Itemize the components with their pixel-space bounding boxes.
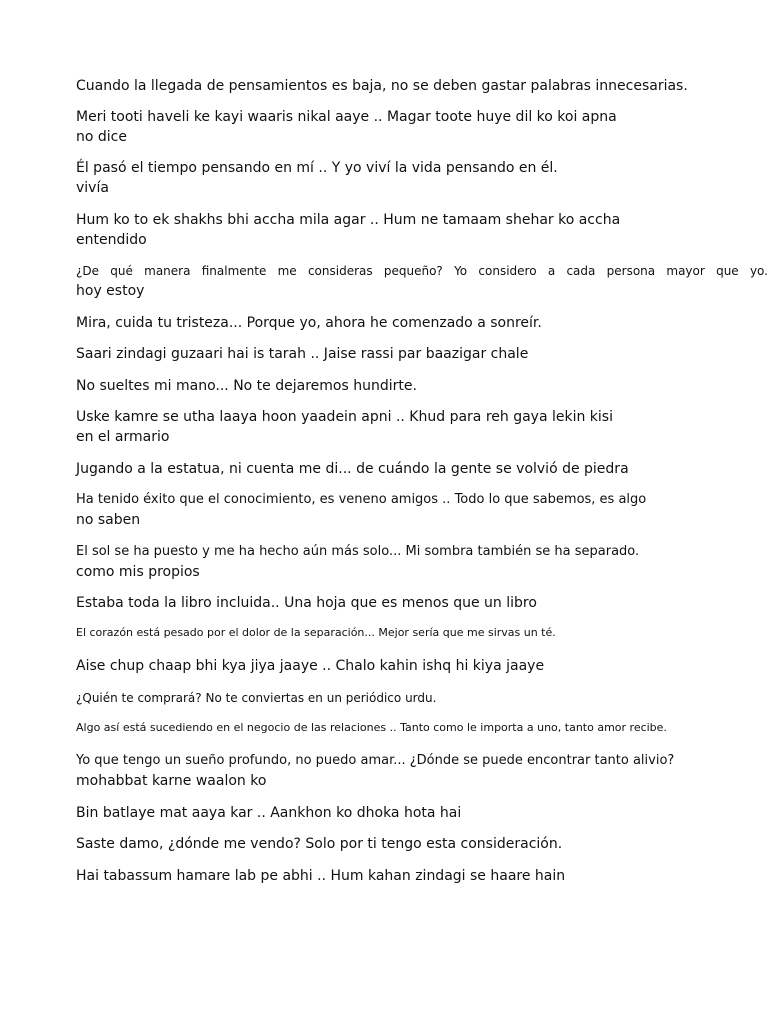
paragraph-14: [76, 623, 556, 643]
paragraph-3: [76, 158, 558, 198]
paragraph-line: en el armario: [76, 429, 170, 445]
paragraph-line: Estaba toda la libro incluida.. Una hoja que es menos que un libro: [76, 595, 537, 611]
paragraph-line: Uske kamre se utha laaya hoon yaadein apni .. Khud para reh gaya lekin kisi: [76, 409, 613, 425]
paragraph-line: El corazón está pesado por el dolor de la separación... Mejor sería que me sirvas un té.: [76, 626, 556, 639]
paragraph-7: [76, 344, 528, 364]
paragraph-17: [76, 718, 667, 738]
paragraph-line: Bin batlaye mat aaya kar .. Aankhon ko dhoka hota hai: [76, 805, 462, 821]
paragraph-line: como mis propios: [76, 564, 200, 580]
paragraph-11: [76, 490, 646, 530]
paragraph-16: [76, 688, 436, 708]
paragraph-line: Aise chup chaap bhi kya jiya jaaye .. Chalo kahin ishq hi kiya jaaye: [76, 658, 545, 674]
paragraph-15: [76, 656, 544, 676]
paragraph-line: hoy estoy: [76, 283, 145, 299]
paragraph-line: Yo que tengo un sueño profundo, no puedo amar... ¿Dónde se puede encontrar tanto alivio?: [76, 753, 675, 768]
paragraph-line: No sueltes mi mano... No te dejaremos hundirte.: [76, 378, 417, 394]
paragraph-line: Saste damo, ¿dónde me vendo? Solo por ti tengo esta consideración.: [76, 836, 563, 852]
paragraph-line: Jugando a la estatua, ni cuenta me di... de cuándo la gente se volvió de piedra: [76, 461, 629, 477]
paragraph-2: [76, 107, 617, 147]
paragraph-line: Ha tenido éxito que el conocimiento, es veneno amigos .. Todo lo que sabemos, es algo: [76, 492, 647, 507]
paragraph-1: [76, 76, 688, 96]
paragraph-4: [76, 210, 620, 250]
paragraph-line: El sol se ha puesto y me ha hecho aún más solo... Mi sombra también se ha separado.: [76, 544, 640, 559]
paragraph-5: [76, 261, 768, 301]
paragraph-line: Hai tabassum hamare lab pe abhi .. Hum kahan zindagi se haare hain: [76, 868, 566, 884]
paragraph-9: [76, 407, 613, 447]
paragraph-8: [76, 376, 417, 396]
paragraph-13: [76, 593, 537, 613]
paragraph-line: Él pasó el tiempo pensando en mí .. Y yo viví la vida pensando en él.: [76, 160, 558, 176]
paragraph-21: [76, 866, 565, 886]
paragraph-line: Hum ko to ek shakhs bhi accha mila agar .. Hum ne tamaam shehar ko accha: [76, 212, 621, 228]
paragraph-line: Algo así está sucediendo en el negocio de las relaciones .. Tanto como le importa a uno, tanto amor recibe.: [76, 721, 667, 734]
paragraph-line: entendido: [76, 232, 147, 248]
paragraph-line: Saari zindagi guzaari hai is tarah .. Jaise rassi par baazigar chale: [76, 346, 529, 362]
paragraph-line: no dice: [76, 129, 127, 145]
paragraph-12: [76, 542, 639, 582]
paragraph-line: ¿Quién te comprará? No te conviertas en un periódico urdu.: [76, 691, 437, 705]
paragraph-line: mohabbat karne waalon ko: [76, 773, 267, 789]
paragraph-line: Mira, cuida tu tristeza... Porque yo, ahora he comenzado a sonreír.: [76, 315, 542, 331]
paragraph-line: Cuando la llegada de pensamientos es baja, no se deben gastar palabras innecesarias.: [76, 78, 688, 94]
paragraph-18: [76, 751, 674, 791]
paragraph-line: no saben: [76, 512, 141, 528]
paragraph-line: Meri tooti haveli ke kayi waaris nikal aaye .. Magar toote huye dil ko koi apna: [76, 109, 617, 125]
paragraph-line: ¿De qué manera finalmente me consideras pequeño? Yo considero a cada persona mayor que yo.: [76, 264, 768, 278]
paragraph-19: [76, 803, 461, 823]
paragraph-20: [76, 834, 562, 854]
paragraph-10: [76, 459, 629, 479]
paragraph-6: [76, 313, 542, 333]
paragraph-line: vivía: [76, 180, 109, 196]
